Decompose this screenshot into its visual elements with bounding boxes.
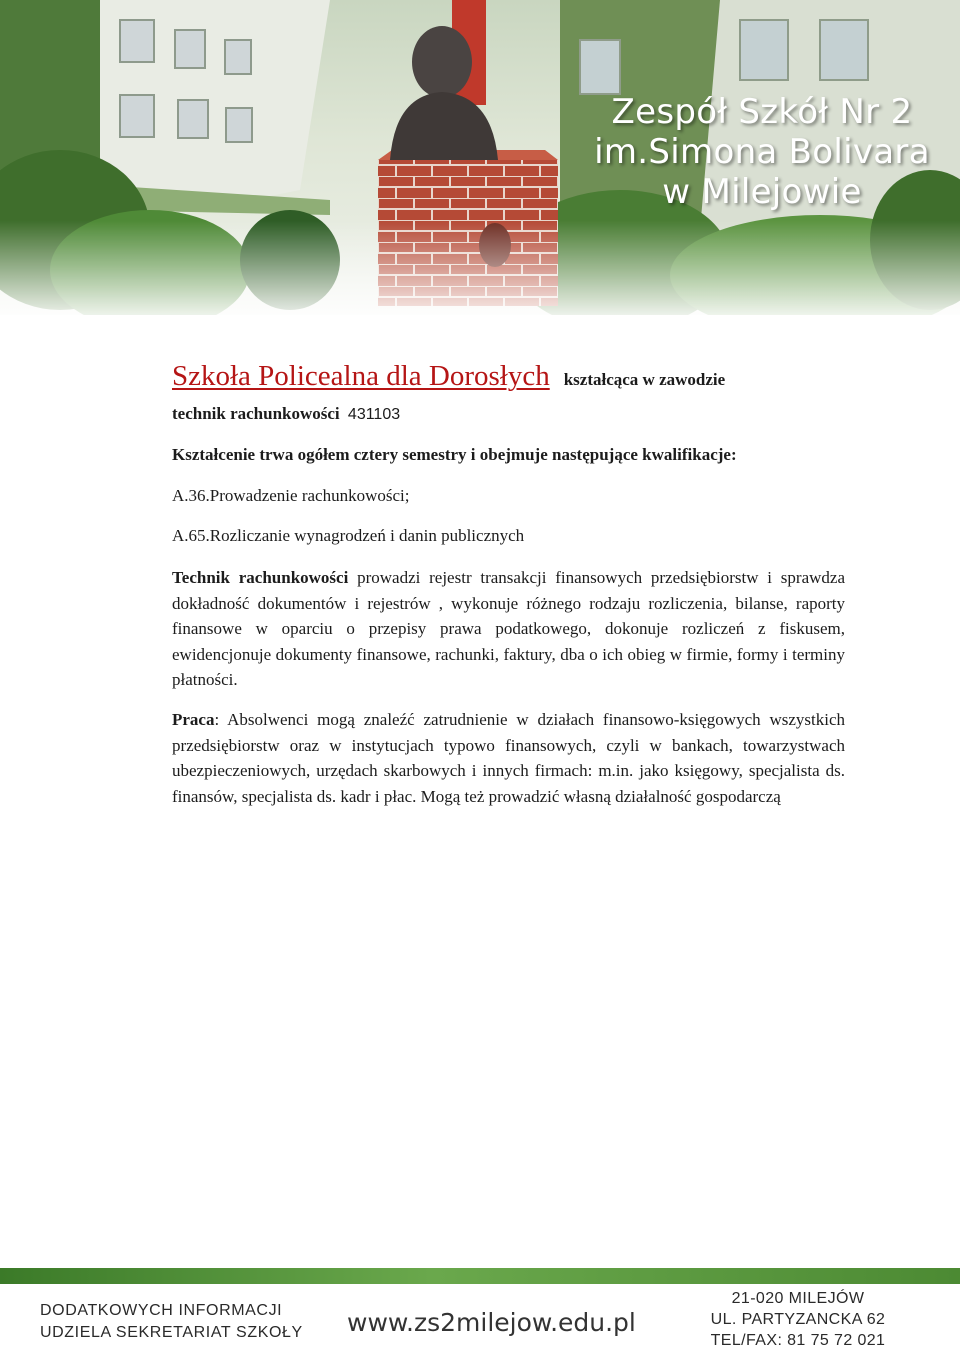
footer-website-link[interactable]: www.zs2milejow.edu.pl	[347, 1308, 636, 1337]
description-text: prowadzi rejestr transakcji finansowych przedsiębiorstw i sprawdza dokładność dokumentów i rejestrów , wykonuje różnego rodzaju rozliczenia, bilanse, raporty finansowe w oparciu o przepisy prawa podatkowego, dokonuje rozliczeń z fiskusem, ewidencjonuje dokumenty finansowe, rachunki, faktury, dba o ich obieg w firmie, formy i terminy płatności.	[172, 568, 845, 690]
footer-info	[40, 1300, 303, 1344]
school-name-line: Zespół Szkół Nr 2	[611, 92, 913, 132]
duration-text: Kształcenie trwa ogółem cztery semestry i obejmuje następujące kwalifikacje:	[172, 445, 737, 464]
footer-address-line: TEL/FAX: 81 75 72 021	[710, 1332, 886, 1349]
work-paragraph	[172, 707, 845, 809]
footer-info-line: UDZIELA SEKRETARIAT SZKOŁY	[40, 1324, 303, 1341]
profession-row	[172, 404, 400, 424]
school-name-line: w Milejowie	[662, 172, 862, 212]
qualification-item: A.65.Rozliczanie wynagrodzeń i danin publicznych	[172, 526, 525, 545]
description-lead: Technik rachunkowości	[172, 568, 349, 587]
title-suffix: kształcąca w zawodzie	[563, 370, 726, 389]
footer-info-line: DODATKOWYCH INFORMACJI	[40, 1302, 283, 1319]
profession-code: 431103	[347, 406, 401, 423]
footer	[0, 1268, 960, 1356]
title-row	[172, 360, 725, 393]
description-paragraph	[172, 565, 845, 693]
qualification-item: A.36.Prowadzenie rachunkowości;	[172, 486, 410, 505]
footer-address-line: 21-020 MILEJÓW	[731, 1290, 865, 1307]
work-text: : Absolwenci mogą znaleźć zatrudnienie w działach finansowo-księgowych wszystkich przedsiębiorstw oraz w instytucjach typowo finansowych, czyli w bankach, towarzystwach ubezpieczeniowych, urzędach skarbowych i innych firmach: m.in. jako księgowy, specjalista ds. finansów, specjalista ds. kadr i płac. Mogą też prowadzić własną działalność gospodarczą	[172, 710, 845, 806]
footer-address-line: UL. PARTYZANCKA 62	[710, 1311, 886, 1328]
school-name-line: im.Simona Bolivara	[594, 132, 930, 172]
school-name-overlay	[582, 92, 942, 212]
footer-green-bar	[0, 1268, 960, 1284]
school-title: Szkoła Policealna dla Dorosłych	[172, 360, 550, 392]
header-banner	[0, 0, 960, 315]
profession-name: technik rachunkowości	[172, 404, 340, 423]
footer-address	[700, 1288, 896, 1351]
work-label: Praca	[172, 710, 215, 729]
